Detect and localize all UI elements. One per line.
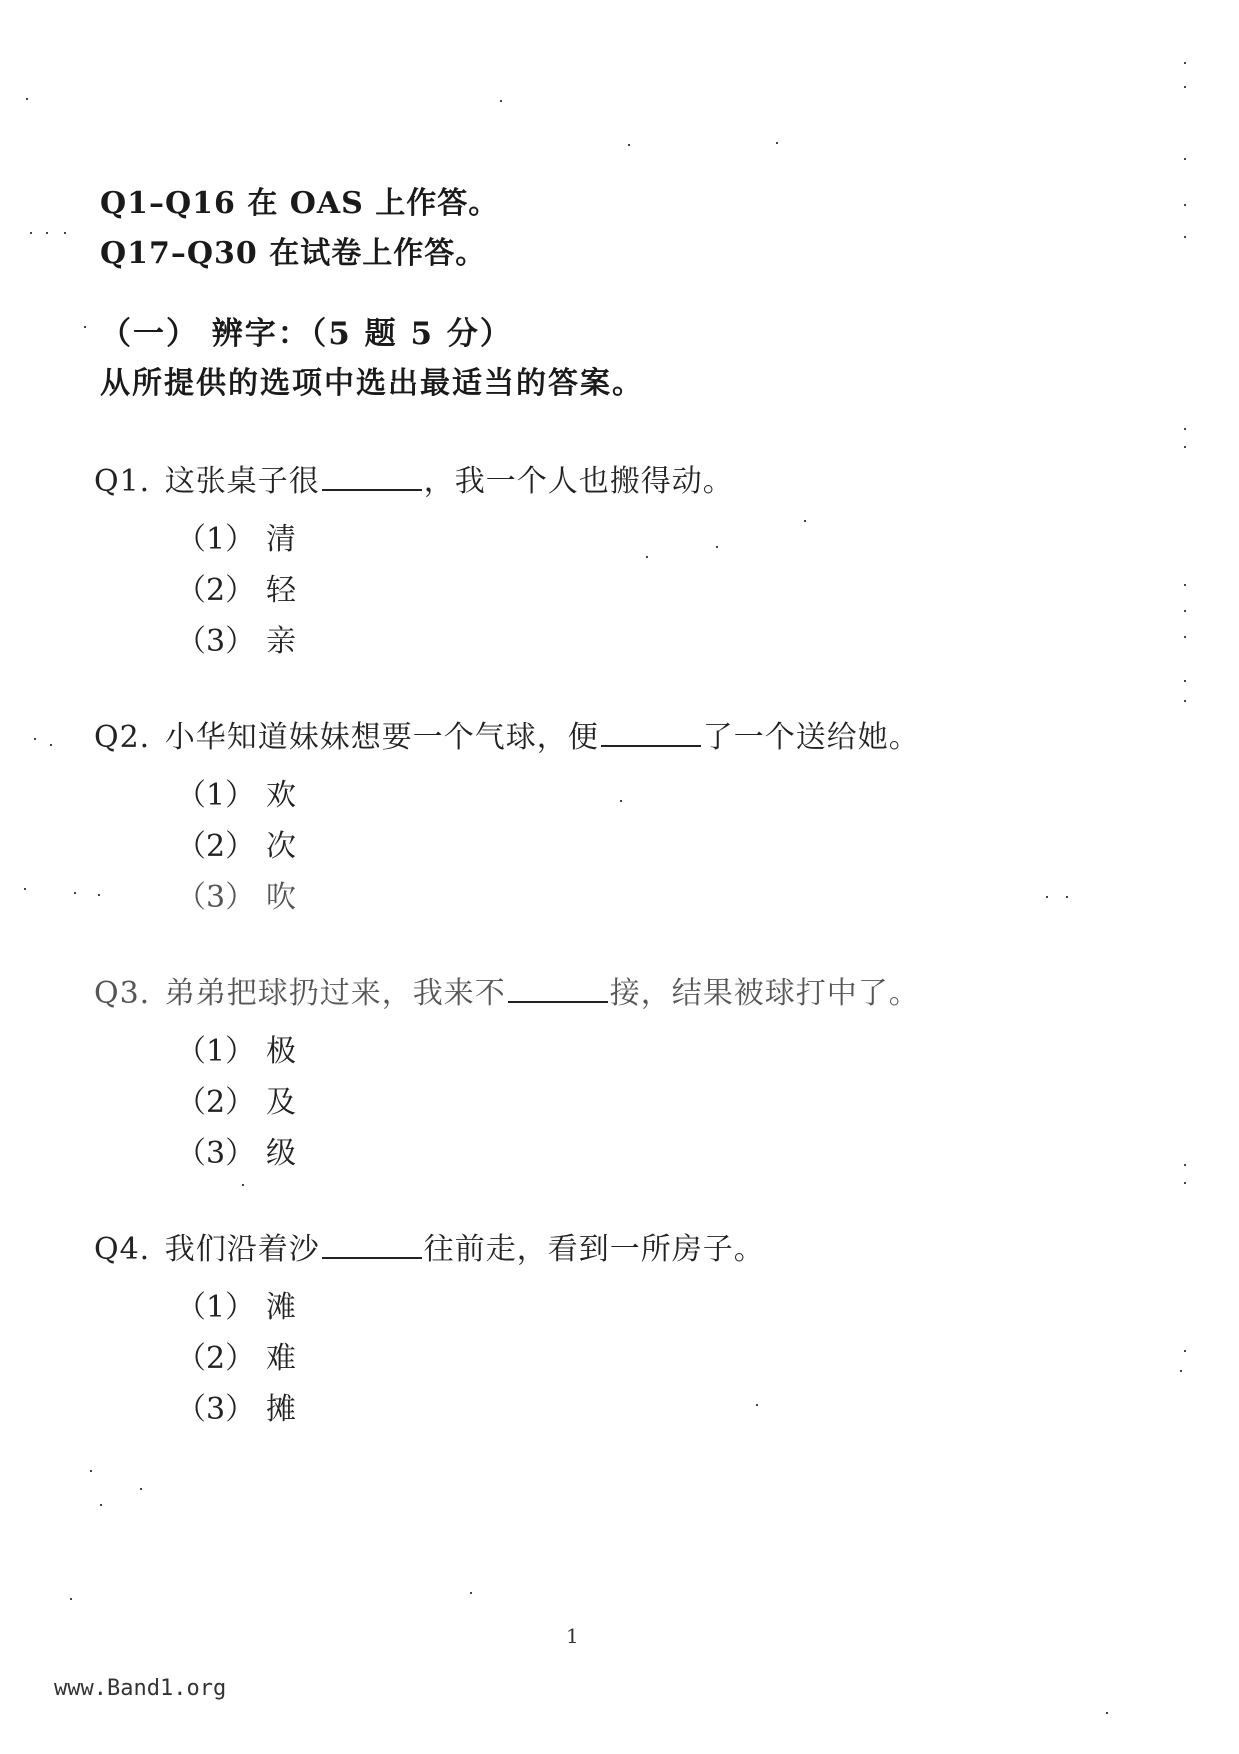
option-text: 欢 xyxy=(266,778,296,813)
scan-speck xyxy=(756,1404,758,1406)
option-text: 亲 xyxy=(266,624,296,659)
question-stem xyxy=(94,1230,1094,1270)
option-number: （2） xyxy=(176,573,256,608)
scan-speck xyxy=(1184,236,1186,238)
scan-speck xyxy=(84,326,86,328)
question-number: Q2. xyxy=(94,720,151,755)
scan-speck xyxy=(1184,1164,1186,1166)
scan-speck xyxy=(1184,204,1186,206)
scan-speck xyxy=(26,98,28,100)
option-number: （2） xyxy=(176,1085,256,1120)
option-number: （3） xyxy=(176,1136,256,1171)
option-list xyxy=(176,770,1094,923)
scan-speck xyxy=(24,888,26,890)
option-1 xyxy=(176,514,1094,565)
scan-speck xyxy=(46,232,48,234)
option-3 xyxy=(176,1128,1094,1179)
stem-before-blank: 这张桌子很 xyxy=(164,464,320,499)
scan-speck xyxy=(1184,446,1186,448)
option-list xyxy=(176,1282,1094,1435)
option-list xyxy=(176,514,1094,667)
scan-speck xyxy=(242,1184,244,1186)
option-number: （2） xyxy=(176,1341,256,1376)
option-1 xyxy=(176,1026,1094,1077)
question-2 xyxy=(94,718,1094,923)
answer-blank xyxy=(601,721,701,747)
scan-speck xyxy=(628,144,630,146)
answer-blank xyxy=(322,465,422,491)
stem-after-blank: 接，结果被球打中了。 xyxy=(609,976,920,1011)
scan-speck xyxy=(34,738,36,740)
option-text: 摊 xyxy=(266,1392,296,1427)
stem-after-blank: 了一个送给她。 xyxy=(702,720,920,755)
scan-speck xyxy=(500,100,502,102)
scan-speck xyxy=(140,1488,142,1490)
question-stem xyxy=(94,462,1094,502)
answer-blank xyxy=(322,1233,422,1259)
scan-speck xyxy=(620,800,622,802)
scan-speck xyxy=(98,894,100,896)
scan-speck xyxy=(30,232,32,234)
scan-speck xyxy=(1184,636,1186,638)
option-text: 难 xyxy=(266,1341,296,1376)
scan-speck xyxy=(1184,1182,1186,1184)
stem-before-blank: 弟弟把球扔过来，我来不 xyxy=(164,976,506,1011)
option-3 xyxy=(176,616,1094,667)
scan-speck xyxy=(1184,158,1186,160)
footer-watermark-url: www.Band1.org xyxy=(54,1676,227,1701)
scan-speck xyxy=(70,1598,72,1600)
option-number: （1） xyxy=(176,522,256,557)
instruction-line-oas: Q1–Q16 在 OAS 上作答。 xyxy=(100,186,500,221)
scan-speck xyxy=(470,1592,472,1594)
option-text: 轻 xyxy=(266,573,296,608)
scan-speck xyxy=(1184,428,1186,430)
scan-speck xyxy=(804,520,806,522)
option-2 xyxy=(176,1333,1094,1384)
option-3 xyxy=(176,872,1094,923)
scan-speck xyxy=(1184,700,1186,702)
option-text: 及 xyxy=(266,1085,296,1120)
question-number: Q1. xyxy=(94,464,151,499)
option-1 xyxy=(176,1282,1094,1333)
option-number: （1） xyxy=(176,1034,256,1069)
stem-after-blank: 往前走，看到一所房子。 xyxy=(423,1232,765,1267)
question-stem xyxy=(94,718,1094,758)
scan-speck xyxy=(776,142,778,144)
question-1 xyxy=(94,462,1094,667)
scan-speck xyxy=(50,744,52,746)
scan-speck xyxy=(716,546,718,548)
scan-speck xyxy=(100,1504,102,1506)
option-number: （1） xyxy=(176,778,256,813)
section-description: 从所提供的选项中选出最适当的答案。 xyxy=(100,366,644,401)
option-3 xyxy=(176,1384,1094,1435)
scan-speck xyxy=(646,556,648,558)
scan-speck xyxy=(1184,680,1186,682)
option-text: 滩 xyxy=(266,1290,296,1325)
option-text: 极 xyxy=(266,1034,296,1069)
scan-speck xyxy=(1066,896,1068,898)
option-text: 清 xyxy=(266,522,296,557)
option-1 xyxy=(176,770,1094,821)
scan-speck xyxy=(1184,62,1186,64)
option-text: 吹 xyxy=(266,880,296,915)
question-number: Q4. xyxy=(94,1232,151,1267)
scan-speck xyxy=(1184,86,1186,88)
option-text: 次 xyxy=(266,829,296,864)
option-number: （3） xyxy=(176,880,256,915)
option-list xyxy=(176,1026,1094,1179)
scan-speck xyxy=(1184,610,1186,612)
question-3 xyxy=(94,974,1094,1179)
stem-after-blank: ，我一个人也搬得动。 xyxy=(423,464,734,499)
answer-blank xyxy=(508,977,608,1003)
option-2 xyxy=(176,1077,1094,1128)
option-number: （2） xyxy=(176,829,256,864)
option-number: （3） xyxy=(176,1392,256,1427)
instruction-line-paper: Q17–Q30 在试卷上作答。 xyxy=(100,236,487,271)
option-number: （3） xyxy=(176,624,256,659)
option-number: （1） xyxy=(176,1290,256,1325)
scan-speck xyxy=(64,232,66,234)
question-4 xyxy=(94,1230,1094,1435)
scan-speck xyxy=(1180,1370,1182,1372)
scan-speck xyxy=(1184,1350,1186,1352)
option-text: 级 xyxy=(266,1136,296,1171)
question-number: Q3. xyxy=(94,976,151,1011)
stem-before-blank: 我们沿着沙 xyxy=(164,1232,320,1267)
stem-before-blank: 小华知道妹妹想要一个气球，便 xyxy=(164,720,599,755)
option-2 xyxy=(176,821,1094,872)
question-stem xyxy=(94,974,1094,1014)
scan-speck xyxy=(74,892,76,894)
page-number: 1 xyxy=(566,1624,579,1648)
scan-speck xyxy=(1046,896,1048,898)
scan-speck xyxy=(1106,1712,1108,1714)
scan-speck xyxy=(90,1470,92,1472)
option-2 xyxy=(176,565,1094,616)
scan-speck xyxy=(1184,584,1186,586)
section-title: （一） 辨字：（5 题 5 分） xyxy=(100,316,513,352)
